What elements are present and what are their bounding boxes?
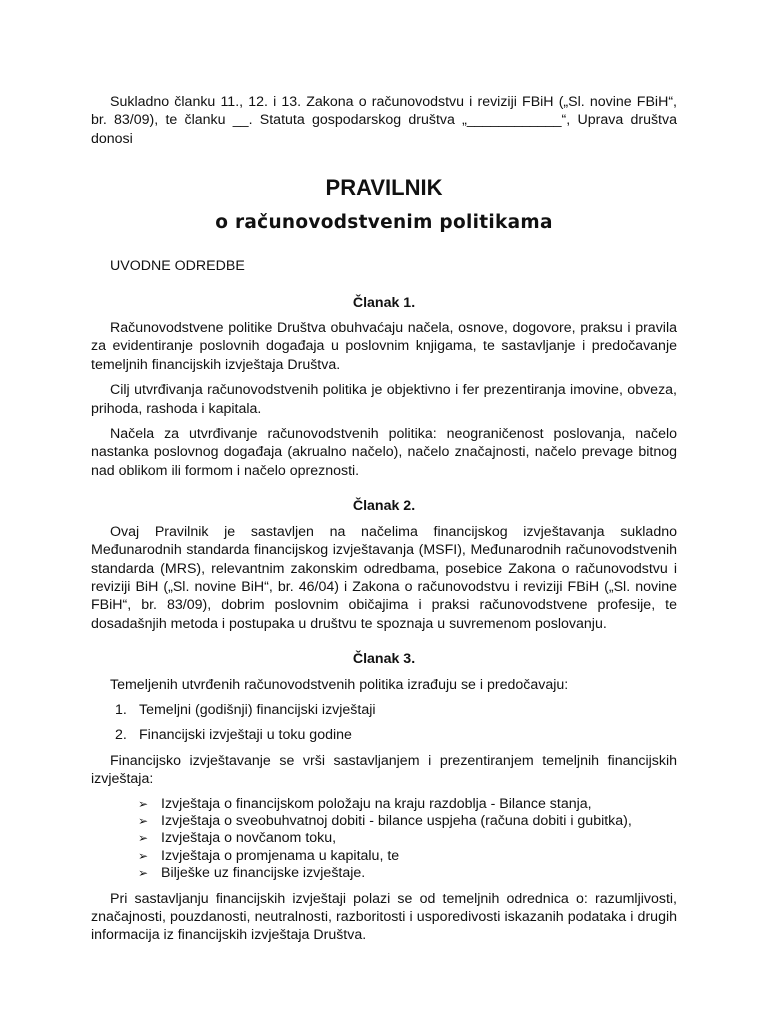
list-item-text: Financijski izvještaji u toku godine <box>139 727 352 744</box>
arrow-right-icon: ➢ <box>138 796 149 811</box>
list-item-text: Izvještaja o promjenama u kapitalu, te <box>161 847 400 864</box>
article-heading: Članak 2. <box>352 498 416 515</box>
list-item <box>138 865 677 882</box>
article-paragraph: Financijsko izvještavanje se vrši sastavljanjem i prezentiranjem temeljnih financijskih izvještaja: <box>91 752 677 788</box>
list-item <box>115 701 677 719</box>
list-number: 1. <box>115 701 127 718</box>
section-heading: UVODNE ODREDBE <box>110 258 245 275</box>
article-paragraph: Cilj utvrđivanja računovodstvenih politika je objektivno i fer prezentiranja imovine, obveza, prihoda, rashoda i kapitala. <box>91 382 677 417</box>
article-paragraph: Načela za utvrđivanje računovodstvenih politika: neograničenost poslovanja, načelo nastanka poslovnog događaja (akrualno načelo), načelo značajnosti, načelo prevage bitnog nad oblikom ili formom i načelo opreznosti. <box>91 426 677 479</box>
article-paragraph: Računovodstvene politike Društva obuhvaćaju načela, osnove, dogovore, praksu i pravila za evidentiranje poslovnih događaja u poslovnim knjigama, te sastavljanje i predočavanje temeljnih financijskih izvještaja Društva. <box>91 320 677 373</box>
list-item <box>138 813 677 830</box>
list-item-text: Izvještaja o sveobuhvatnoj dobiti - bilance uspjeha (računa dobiti i gubitka), <box>161 812 632 829</box>
numbered-list <box>91 701 677 745</box>
list-item <box>138 848 677 865</box>
list-item <box>138 796 677 813</box>
list-item-text: Izvještaja o novčanom toku, <box>161 830 337 847</box>
arrow-right-icon: ➢ <box>138 866 149 881</box>
article-paragraph: Temeljenih utvrđenih računovodstvenih politika izrađuju se i predočavaju: <box>110 676 569 693</box>
bullet-list <box>91 796 677 883</box>
list-item-text: Izvještaja o financijskom položaju na kraju razdoblja - Bilance stanja, <box>161 795 592 812</box>
list-item-text: Bilješke uz financijske izvještaje. <box>161 865 366 882</box>
article-paragraph: Pri sastavljanju financijskih izvještaji polazi se od temeljnih odrednica o: razumljivosti, značajnosti, pouzdanosti, neutralnosti, razboritosti i usporedivosti iskazanih podataka i drugih informacija iz financijskih izvještaja Društva. <box>91 890 677 944</box>
intro-paragraph: Sukladno članku 11., 12. i 13. Zakona o računovodstvu i reviziji FBiH („Sl. novine FBiH“, br. 83/09), te članku __. Statuta gospodarskog društva „____________“, Uprava društva donosi <box>91 94 677 147</box>
document-page <box>91 93 677 952</box>
article-paragraph: Ovaj Pravilnik je sastavljen na načelima financijskog izvještavanja sukladno Međunarodnih standarda financijskog izvještavanja (MSFI), Međunarodnih računovodstvenih standarda (MRS), relevantnim zakonskim odredbama, posebice Zakona o računovodstvu i reviziji BiH („Sl. novine BiH“, br. 46/04) i Zakona o računovodstvu i reviziji FBiH („Sl. novine FBiH“, br. 83/09), dobrim poslovnim običajima i praksi računovodstvene profesije, te dosadašnjih metoda i postupaka u društvu te spoznaja u suvremenom poslovanju. <box>91 523 677 632</box>
list-number: 2. <box>115 727 127 744</box>
article-heading: Članak 3. <box>352 651 416 668</box>
list-item <box>115 726 677 744</box>
list-item <box>138 830 677 847</box>
arrow-right-icon: ➢ <box>138 813 149 828</box>
document-title: PRAVILNIK <box>325 175 443 201</box>
arrow-right-icon: ➢ <box>138 831 149 846</box>
article-heading: Članak 1. <box>352 294 416 311</box>
list-item-text: Temeljni (godišnji) financijski izvještaji <box>139 701 376 718</box>
document-subtitle: o računovodstvenim politikama <box>215 212 553 234</box>
arrow-right-icon: ➢ <box>138 848 149 863</box>
